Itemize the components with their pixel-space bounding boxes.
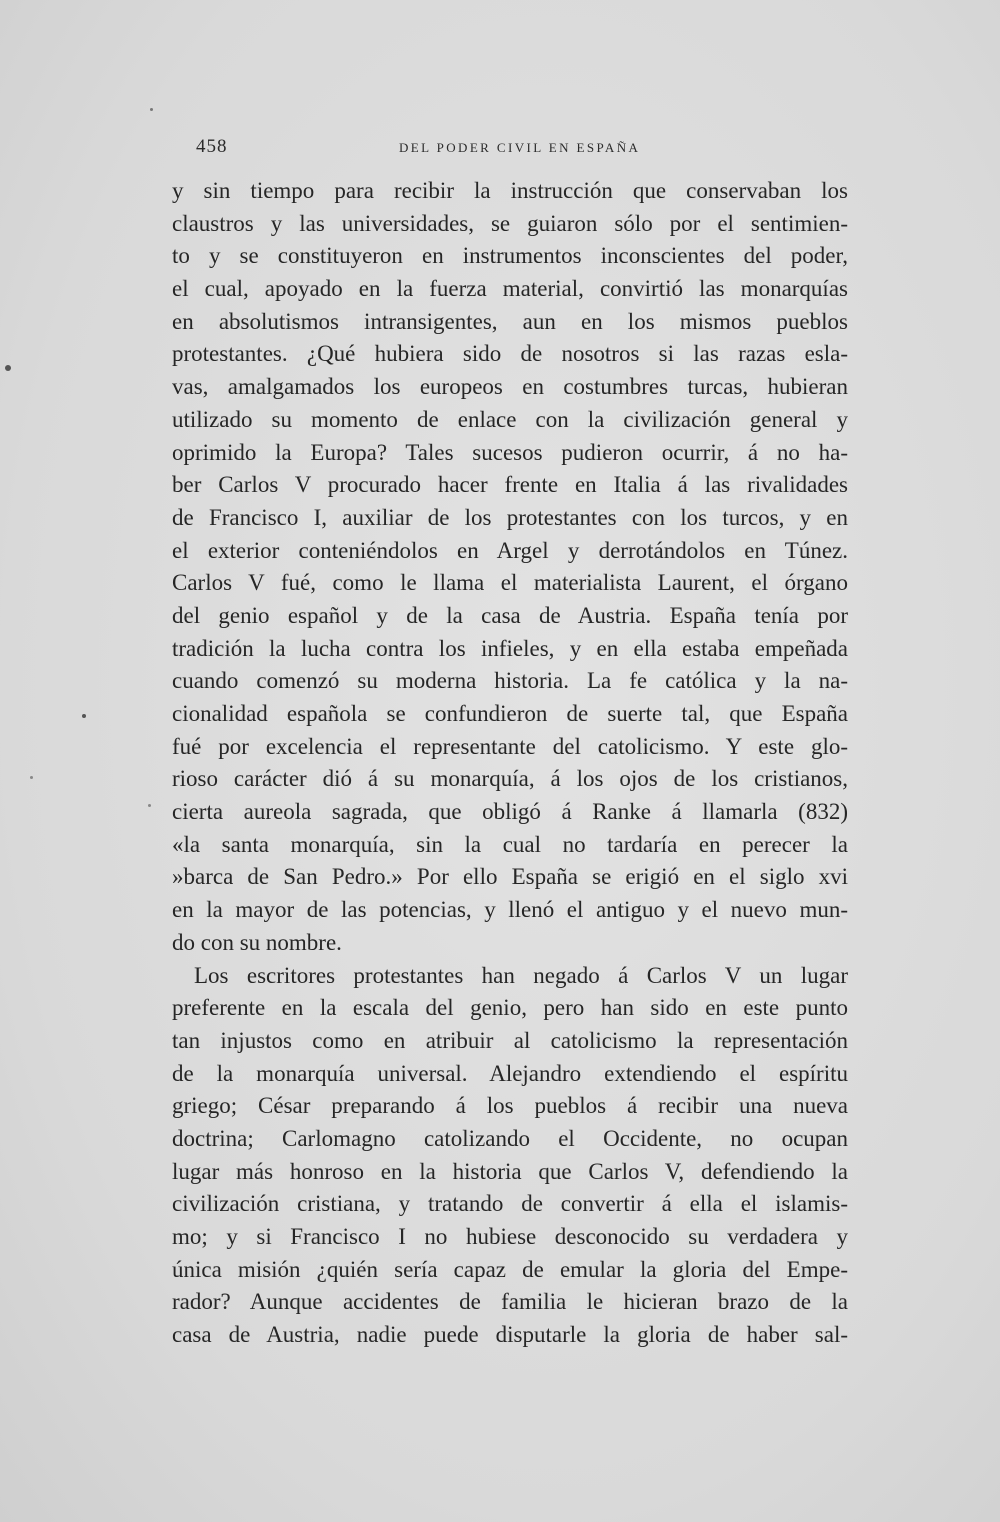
- text-line: fué por excelencia el representante del catolicismo. Y este glo-: [172, 733, 848, 759]
- text-line: el cual, apoyado en la fuerza material, convirtió las monarquías: [172, 276, 848, 302]
- text-line: rador? Aunque accidentes de familia le hicieran brazo de la: [172, 1289, 848, 1315]
- text-line: tradición la lucha contra los infieles, y en ella estaba empeñada: [172, 635, 848, 661]
- text-line: lugar más honroso en la historia que Carlos V, defendiendo la: [172, 1158, 848, 1184]
- ink-speck: [82, 714, 86, 718]
- text-line: de la monarquía universal. Alejandro extendiendo el espíritu: [172, 1060, 848, 1086]
- text-line: ber Carlos V procurado hacer frente en Italia á las rivalidades: [172, 472, 848, 498]
- text-line: claustros y las universidades, se guiaron sólo por el sentimien-: [172, 210, 848, 236]
- ink-speck: [150, 108, 153, 111]
- paragraph-2: [172, 960, 848, 1352]
- text-line: utilizado su momento de enlace con la civilización general y: [172, 406, 848, 432]
- text-line: de Francisco I, auxiliar de los protestantes con los turcos, y en: [172, 504, 848, 530]
- text-line: en absolutismos intransigentes, aun en los mismos pueblos: [172, 308, 848, 334]
- text-line: mo; y si Francisco I no hubiese desconocido su verdadera y: [172, 1224, 848, 1249]
- text-line: to y se constituyeron en instrumentos inconscientes del poder,: [172, 243, 848, 269]
- text-line: griego; César preparando á los pueblos á recibir una nueva: [172, 1093, 848, 1119]
- paragraph-1: [172, 175, 848, 960]
- text-line: tan injustos como en atribuir al catolicismo la representación: [172, 1027, 848, 1053]
- text-line: protestantes. ¿Qué hubiera sido de nosotros si las razas esla-: [172, 341, 848, 367]
- text-line: cionalidad española se confundieron de suerte tal, que España: [172, 701, 848, 726]
- ink-speck: [5, 365, 11, 371]
- text-line: Los escritores protestantes han negado á Carlos V un lugar: [194, 962, 848, 988]
- text-line: »barca de San Pedro.» Por ello España se erigió en el siglo xvi: [172, 864, 848, 890]
- body-text: [172, 175, 848, 1352]
- text-line: civilización cristiana, y tratando de convertir á ella el islamis-: [172, 1191, 848, 1217]
- text-line: casa de Austria, nadie puede disputarle la gloria de haber sal-: [172, 1322, 848, 1348]
- text-line: vas, amalgamados los europeos en costumbres turcas, hubieran: [172, 374, 848, 400]
- ink-speck: [148, 804, 151, 807]
- page-header: [196, 136, 846, 162]
- running-head: DEL PODER CIVIL EN ESPAÑA: [399, 140, 641, 155]
- text-line: doctrina; Carlomagno catolizando el Occidente, no ocupan: [172, 1125, 848, 1151]
- text-line: el exterior conteniéndolos en Argel y derrotándolos en Túnez.: [172, 537, 848, 563]
- ink-speck: [30, 776, 33, 779]
- text-line: y sin tiempo para recibir la instrucción que conservaban los: [172, 178, 848, 203]
- text-line: Carlos V fué, como le llama el materialista Laurent, el órgano: [172, 570, 848, 596]
- text-line: del genio español y de la casa de Austria. España tenía por: [172, 602, 848, 628]
- text-line: do con su nombre.: [172, 929, 342, 955]
- text-line: «la santa monarquía, sin la cual no tardaría en perecer la: [172, 831, 848, 857]
- text-line: rioso carácter dió á su monarquía, á los ojos de los cristianos,: [172, 766, 848, 792]
- text-line: cuando comenzó su moderna historia. La fe católica y la na-: [172, 668, 848, 694]
- text-line: oprimido la Europa? Tales sucesos pudieron ocurrir, á no ha-: [172, 439, 848, 465]
- text-line: única misión ¿quién sería capaz de emular la gloria del Empe-: [172, 1256, 848, 1282]
- text-line: en la mayor de las potencias, y llenó el antiguo y el nuevo mun-: [172, 897, 848, 923]
- text-line: cierta aureola sagrada, que obligó á Ranke á llamarla (832): [172, 799, 848, 825]
- text-line: preferente en la escala del genio, pero han sido en este punto: [172, 995, 848, 1021]
- page-number: 458: [196, 136, 228, 157]
